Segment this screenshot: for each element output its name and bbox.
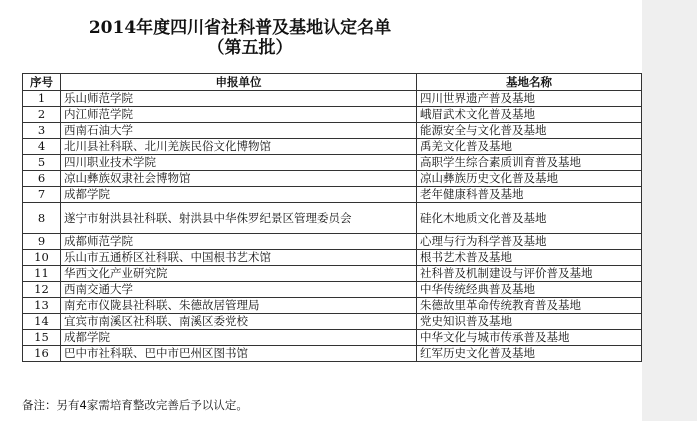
cell-num: 4	[23, 139, 61, 155]
cell-base: 中华文化与城市传承普及基地	[417, 330, 642, 346]
table-row	[23, 139, 642, 155]
cell-base: 朱德故里革命传统教育普及基地	[417, 298, 642, 314]
cell-base: 能源安全与文化普及基地	[417, 123, 642, 139]
cell-unit: 北川县社科联、北川羌族民俗文化博物馆	[61, 139, 417, 155]
table-row	[23, 330, 642, 346]
table-row	[23, 171, 642, 187]
cell-unit: 成都师范学院	[61, 234, 417, 250]
cell-num: 12	[23, 282, 61, 298]
table-row	[23, 266, 642, 282]
header-unit: 申报单位	[61, 74, 417, 91]
table-row	[23, 107, 642, 123]
cell-base: 党史知识普及基地	[417, 314, 642, 330]
cell-base: 禹羌文化普及基地	[417, 139, 642, 155]
cell-unit: 乐山师范学院	[61, 91, 417, 107]
cell-num: 2	[23, 107, 61, 123]
cell-num: 6	[23, 171, 61, 187]
table-row	[23, 314, 642, 330]
table-row	[23, 298, 642, 314]
cell-num: 13	[23, 298, 61, 314]
cell-unit: 遂宁市射洪县社科联、射洪县中华侏罗纪景区管理委员会	[61, 203, 417, 234]
cell-num: 15	[23, 330, 61, 346]
cell-num: 7	[23, 187, 61, 203]
cell-unit: 内江师范学院	[61, 107, 417, 123]
cell-unit: 巴中市社科联、巴中市巴州区图书馆	[61, 346, 417, 362]
table-row	[23, 282, 642, 298]
footnote: 备注：另有4家需培育整改完善后予以认定。	[22, 398, 248, 412]
cell-unit: 西南交通大学	[61, 282, 417, 298]
cell-base: 老年健康科普及基地	[417, 187, 642, 203]
table-row	[23, 91, 642, 107]
cell-base: 心理与行为科学普及基地	[417, 234, 642, 250]
table-row	[23, 250, 642, 266]
cell-base: 中华传统经典普及基地	[417, 282, 642, 298]
cell-num: 10	[23, 250, 61, 266]
cell-base: 社科普及机制建设与评价普及基地	[417, 266, 642, 282]
cell-num: 14	[23, 314, 61, 330]
cell-num: 1	[23, 91, 61, 107]
cell-base: 高职学生综合素质训育普及基地	[417, 155, 642, 171]
table-row	[23, 234, 642, 250]
header-num: 序号	[23, 74, 61, 91]
cell-base: 峨眉武术文化普及基地	[417, 107, 642, 123]
cell-unit: 凉山彝族奴隶社会博物馆	[61, 171, 417, 187]
cell-base: 四川世界遗产普及基地	[417, 91, 642, 107]
document-title	[40, 18, 440, 58]
table-row	[23, 155, 642, 171]
table-header-row	[23, 74, 642, 91]
cell-unit: 华西文化产业研究院	[61, 266, 417, 282]
cell-num: 8	[23, 203, 61, 234]
cell-unit: 西南石油大学	[61, 123, 417, 139]
base-list-table	[22, 73, 642, 362]
cell-num: 16	[23, 346, 61, 362]
cell-unit: 成都学院	[61, 330, 417, 346]
header-base: 基地名称	[417, 74, 642, 91]
table-row	[23, 123, 642, 139]
cell-num: 3	[23, 123, 61, 139]
cell-num: 5	[23, 155, 61, 171]
cell-num: 11	[23, 266, 61, 282]
cell-base: 硅化木地质文化普及基地	[417, 203, 642, 234]
table-row	[23, 346, 642, 362]
cell-unit: 南充市仪陇县社科联、朱德故居管理局	[61, 298, 417, 314]
cell-unit: 宜宾市南溪区社科联、南溪区委党校	[61, 314, 417, 330]
right-gray-panel	[642, 0, 697, 421]
cell-unit: 乐山市五通桥区社科联、中国根书艺术馆	[61, 250, 417, 266]
table-row	[23, 203, 642, 234]
cell-num: 9	[23, 234, 61, 250]
title-line-2: （第五批）	[207, 38, 293, 58]
cell-base: 根书艺术普及基地	[417, 250, 642, 266]
cell-base: 凉山彝族历史文化普及基地	[417, 171, 642, 187]
cell-base: 红军历史文化普及基地	[417, 346, 642, 362]
table-row	[23, 187, 642, 203]
cell-unit: 四川职业技术学院	[61, 155, 417, 171]
title-line-1: 2014年度四川省社科普及基地认定名单	[88, 18, 392, 38]
cell-unit: 成都学院	[61, 187, 417, 203]
